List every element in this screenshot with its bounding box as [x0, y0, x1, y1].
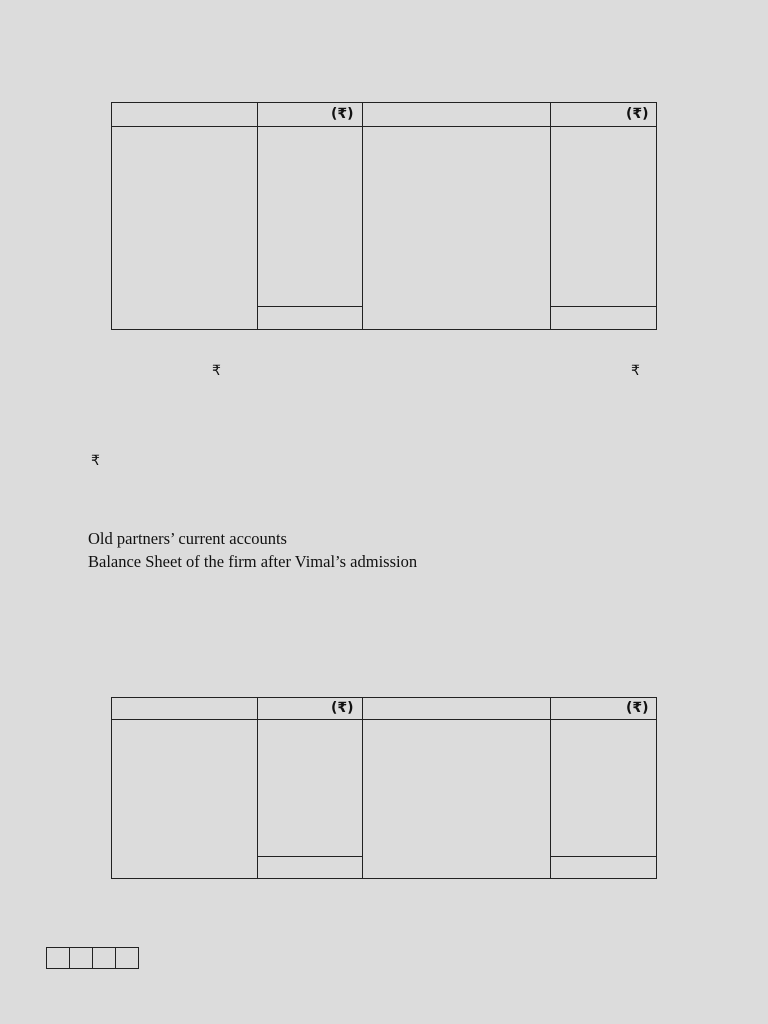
page-number-boxes	[46, 947, 139, 969]
column-divider	[257, 103, 258, 329]
column-divider	[362, 103, 363, 329]
amount-column-header: (₹)	[331, 106, 354, 122]
rupee-symbol: ₹	[631, 363, 640, 379]
column-divider	[362, 698, 363, 878]
amount-column-header: (₹)	[626, 700, 649, 716]
page-number-box	[47, 948, 69, 968]
amount-column-header: (₹)	[331, 700, 354, 716]
total-divider	[550, 306, 656, 307]
column-divider	[550, 103, 551, 329]
ledger-table-top	[111, 102, 657, 330]
header-divider	[112, 126, 656, 127]
text-line-balance-sheet: Balance Sheet of the firm after Vimal’s admission	[88, 552, 418, 571]
amount-column-header: (₹)	[626, 106, 649, 122]
total-divider	[257, 306, 362, 307]
text-line-current-accounts: Old partners’ current accounts	[88, 529, 287, 548]
page-number-box	[115, 948, 138, 968]
page-number-box	[92, 948, 115, 968]
total-divider	[257, 856, 362, 857]
page-number-box	[69, 948, 92, 968]
rupee-symbol: ₹	[212, 363, 221, 379]
rupee-symbol: ₹	[91, 453, 100, 469]
total-divider	[550, 856, 656, 857]
column-divider	[257, 698, 258, 878]
header-divider	[112, 719, 656, 720]
column-divider	[550, 698, 551, 878]
ledger-table-bottom	[111, 697, 657, 879]
